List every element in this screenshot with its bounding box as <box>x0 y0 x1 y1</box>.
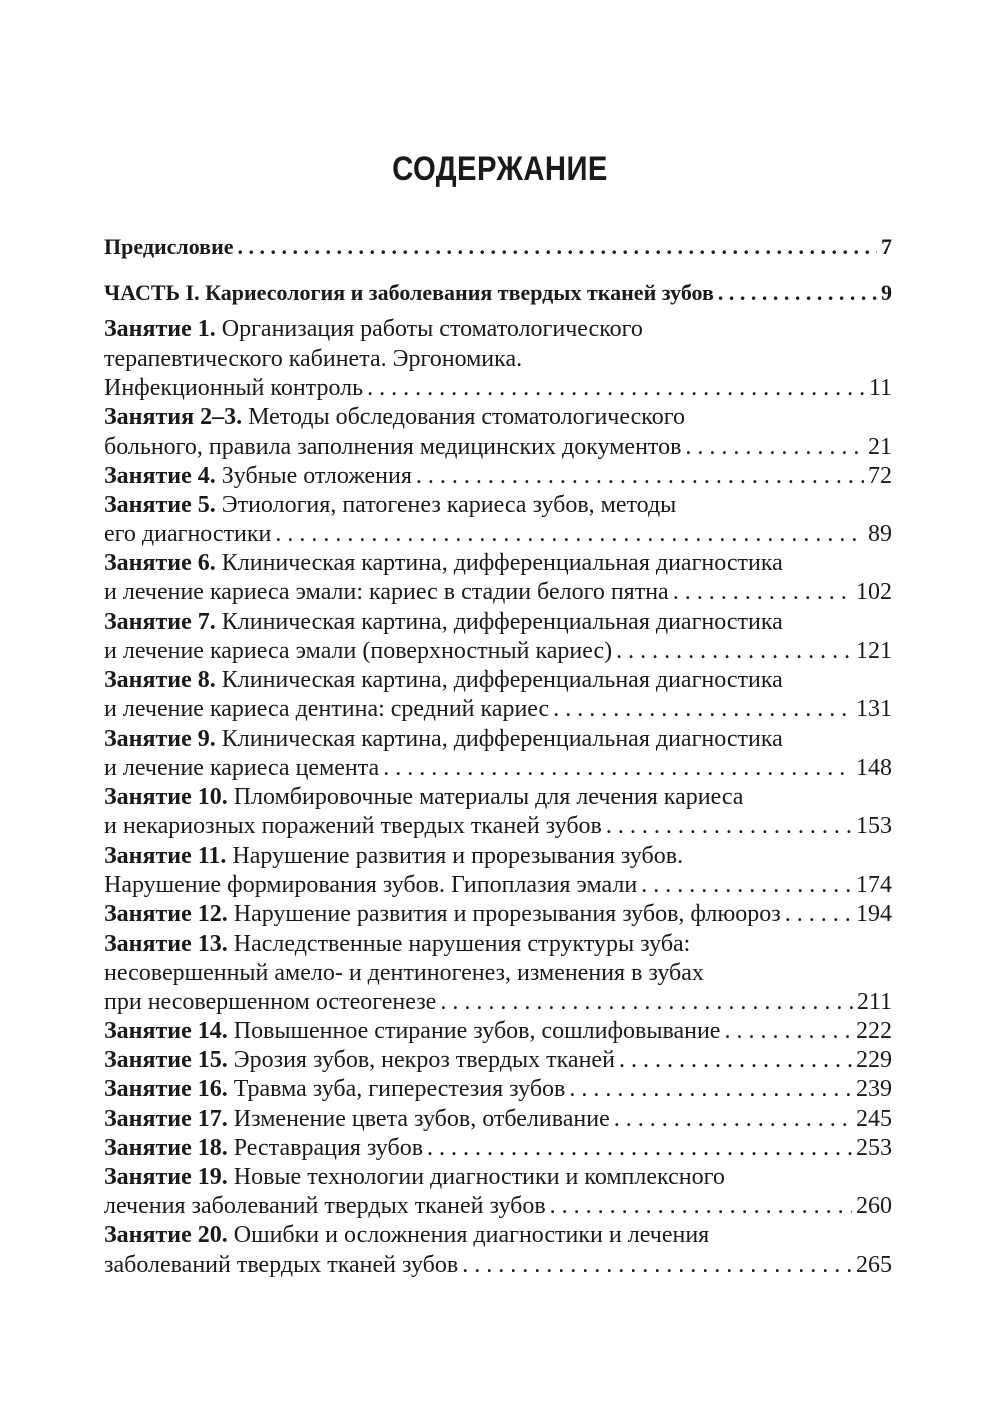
toc-entry-text: Нарушение формирования зубов. Гипоплазия эмали <box>104 872 638 898</box>
toc-entry-text: Занятие 17. Изменение цвета зубов, отбеливание <box>104 1106 610 1132</box>
leader-dots <box>785 900 852 928</box>
leader-dots <box>238 233 877 261</box>
leader-dots <box>367 374 865 402</box>
page-number: 131 <box>856 696 892 722</box>
toc-entry-label: Занятие 7. <box>104 609 216 635</box>
toc-entry-label: Занятие 1. <box>104 316 216 342</box>
leader-dots <box>673 578 852 606</box>
toc-entry-label: Занятие 13. <box>104 931 228 957</box>
toc-entry-label: Занятие 8. <box>104 667 216 693</box>
leader-dots <box>724 1017 852 1045</box>
toc-entry-label: Занятия 2–3. <box>104 404 243 430</box>
toc-line <box>104 608 892 636</box>
toc-line <box>104 1221 892 1249</box>
toc-line <box>104 666 892 694</box>
leader-dots <box>616 637 852 665</box>
toc-line <box>104 900 892 928</box>
leader-dots <box>606 812 852 840</box>
page-number: 194 <box>856 901 892 927</box>
toc-line <box>104 1046 892 1074</box>
toc-line <box>104 783 892 811</box>
toc-entry-label: Занятие 5. <box>104 492 216 518</box>
leader-dots <box>553 695 852 723</box>
toc-entry-text: и лечение кариеса эмали: кариес в стадии белого пятна <box>104 579 669 605</box>
toc-entry-label: Занятие 17. <box>104 1106 228 1132</box>
page-number: 102 <box>856 579 892 605</box>
page-number: 239 <box>856 1076 892 1102</box>
toc-line <box>104 988 892 1016</box>
toc-line <box>104 462 892 490</box>
page-number: 9 <box>881 280 892 305</box>
toc-line <box>104 695 892 723</box>
toc-entry-text: Занятие 4. Зубные отложения <box>104 463 412 489</box>
toc-line <box>104 1251 892 1279</box>
leader-dots <box>614 1105 852 1133</box>
leader-dots <box>275 520 864 548</box>
toc-entry-text: Занятие 15. Эрозия зубов, некроз твердых тканей <box>104 1047 615 1073</box>
toc-entry-text: Занятие 7. Клиническая картина, дифференциальная диагностика <box>104 609 783 635</box>
toc-entry-text: терапевтического кабинета. Эргономика. <box>104 346 523 372</box>
toc-entry-text: при несовершенном остеогенезе <box>104 989 437 1015</box>
toc-entry-text: лечения заболеваний твердых тканей зубов <box>104 1193 546 1219</box>
toc-entry-text: Предисловие <box>104 234 234 259</box>
leader-dots <box>383 754 852 782</box>
toc-entry-label: Занятие 9. <box>104 726 216 752</box>
toc-line <box>104 871 892 899</box>
toc-entry-text: и некариозных поражений твердых тканей зубов <box>104 813 602 839</box>
page-number: 260 <box>856 1193 892 1219</box>
toc-entry-text: Занятие 8. Клиническая картина, дифференциальная диагностика <box>104 667 783 693</box>
toc-entry-text: и лечение кариеса эмали (поверхностный кариес) <box>104 638 613 664</box>
toc-entry-label: Занятие 11. <box>104 843 227 869</box>
leader-dots <box>641 871 852 899</box>
page-number: 89 <box>868 521 892 547</box>
toc-entry-text: Занятие 14. Повышенное стирание зубов, сошлифовывание <box>104 1018 721 1044</box>
toc-entry-text: ЧАСТЬ I. Кариесология и заболевания твердых тканей зубов <box>104 280 714 305</box>
toc-entry-text: Занятие 5. Этиология, патогенез кариеса зубов, методы <box>104 492 677 518</box>
page-number: 153 <box>856 813 892 839</box>
leader-dots <box>685 433 864 461</box>
toc-line <box>104 1075 892 1103</box>
toc-entry-text: Занятие 11. Нарушение развития и прорезывания зубов. <box>104 843 684 869</box>
toc-entry-text: Занятие 9. Клиническая картина, дифференциальная диагностика <box>104 726 783 752</box>
toc-line <box>104 1105 892 1133</box>
toc-entry-text: Занятия 2–3. Методы обследования стоматологического <box>104 404 685 430</box>
toc-line <box>104 549 892 577</box>
toc-entry-text: его диагностики <box>104 521 272 547</box>
leader-dots <box>569 1075 852 1103</box>
page-number: 222 <box>856 1018 892 1044</box>
toc-entry-label: Занятие 15. <box>104 1047 228 1073</box>
page-number: 11 <box>868 375 892 401</box>
page-number: 265 <box>856 1252 892 1278</box>
page-number: 7 <box>881 234 892 259</box>
toc-entry-text: Занятие 16. Травма зуба, гиперестезия зубов <box>104 1076 566 1102</box>
toc-line <box>104 1163 892 1191</box>
leader-dots <box>416 462 864 490</box>
toc-entry-label: Занятие 14. <box>104 1018 228 1044</box>
toc-line <box>104 637 892 665</box>
toc-entry-text: Занятие 1. Организация работы стоматологического <box>104 316 643 342</box>
toc-entry-text: Занятие 20. Ошибки и осложнения диагностики и лечения <box>104 1222 710 1248</box>
page-number: 21 <box>868 434 892 460</box>
toc-entry-label: Занятие 6. <box>104 550 216 576</box>
leader-dots <box>718 279 877 307</box>
toc-line <box>104 1017 892 1045</box>
toc-entry-label: Занятие 19. <box>104 1164 228 1190</box>
toc-entry-label: Занятие 10. <box>104 784 228 810</box>
toc-entry-text: несовершенный амело- и дентиногенез, изменения в зубах <box>104 960 704 986</box>
toc-line <box>104 842 892 870</box>
page-number: 148 <box>856 755 892 781</box>
toc-entry-text: заболеваний твердых тканей зубов <box>104 1252 459 1278</box>
toc-line <box>104 315 892 343</box>
toc-entry-label: Занятие 18. <box>104 1135 228 1161</box>
toc-entry-label: Занятие 20. <box>104 1222 228 1248</box>
page-number: 72 <box>868 463 892 489</box>
toc-entry-text: и лечение кариеса цемента <box>104 755 380 781</box>
toc-line <box>104 403 892 431</box>
toc-line <box>104 725 892 753</box>
toc-entry-text: Занятие 6. Клиническая картина, дифференциальная диагностика <box>104 550 783 576</box>
toc-line <box>104 754 892 782</box>
toc-line <box>104 279 892 307</box>
page-number: 245 <box>856 1106 892 1132</box>
page-number: 174 <box>856 872 892 898</box>
page-number: 211 <box>856 989 892 1015</box>
toc-line <box>104 578 892 606</box>
toc-line <box>104 930 892 958</box>
leader-dots <box>550 1192 852 1220</box>
toc-entry-text: Занятие 13. Наследственные нарушения структуры зуба: <box>104 931 691 957</box>
toc-entry-label: Занятие 4. <box>104 463 216 489</box>
toc-entry-text: больного, правила заполнения медицинских документов <box>104 434 682 460</box>
page-title: СОДЕРЖАНИЕ <box>392 150 608 188</box>
page-number: 121 <box>856 638 892 664</box>
toc-entry-text: Занятие 10. Пломбировочные материалы для лечения кариеса <box>104 784 744 810</box>
toc-entry-text: Инфекционный контроль <box>104 375 364 401</box>
toc-entry-text: Занятие 19. Новые технологии диагностики и комплексного <box>104 1164 725 1190</box>
toc-line <box>104 233 892 261</box>
toc-line <box>104 433 892 461</box>
leader-dots <box>440 988 853 1016</box>
toc-line <box>104 812 892 840</box>
toc-line <box>104 1192 892 1220</box>
toc-entry-label: Занятие 12. <box>104 901 228 927</box>
leader-dots <box>427 1134 852 1162</box>
toc-entry-label: Занятие 16. <box>104 1076 228 1102</box>
toc-entry-text: Занятие 18. Реставрация зубов <box>104 1135 424 1161</box>
toc-line <box>104 959 892 987</box>
toc-line <box>104 1134 892 1162</box>
toc-line <box>104 520 892 548</box>
page-number: 229 <box>856 1047 892 1073</box>
toc-line <box>104 491 892 519</box>
toc-line <box>104 374 892 402</box>
page-number: 253 <box>856 1135 892 1161</box>
toc-entry-text: Занятие 12. Нарушение развития и прорезывания зубов, флюороз <box>104 901 781 927</box>
leader-dots <box>619 1046 852 1074</box>
toc-entry-text: и лечение кариеса дентина: средний кариес <box>104 696 550 722</box>
toc-line <box>104 345 892 373</box>
leader-dots <box>462 1251 852 1279</box>
